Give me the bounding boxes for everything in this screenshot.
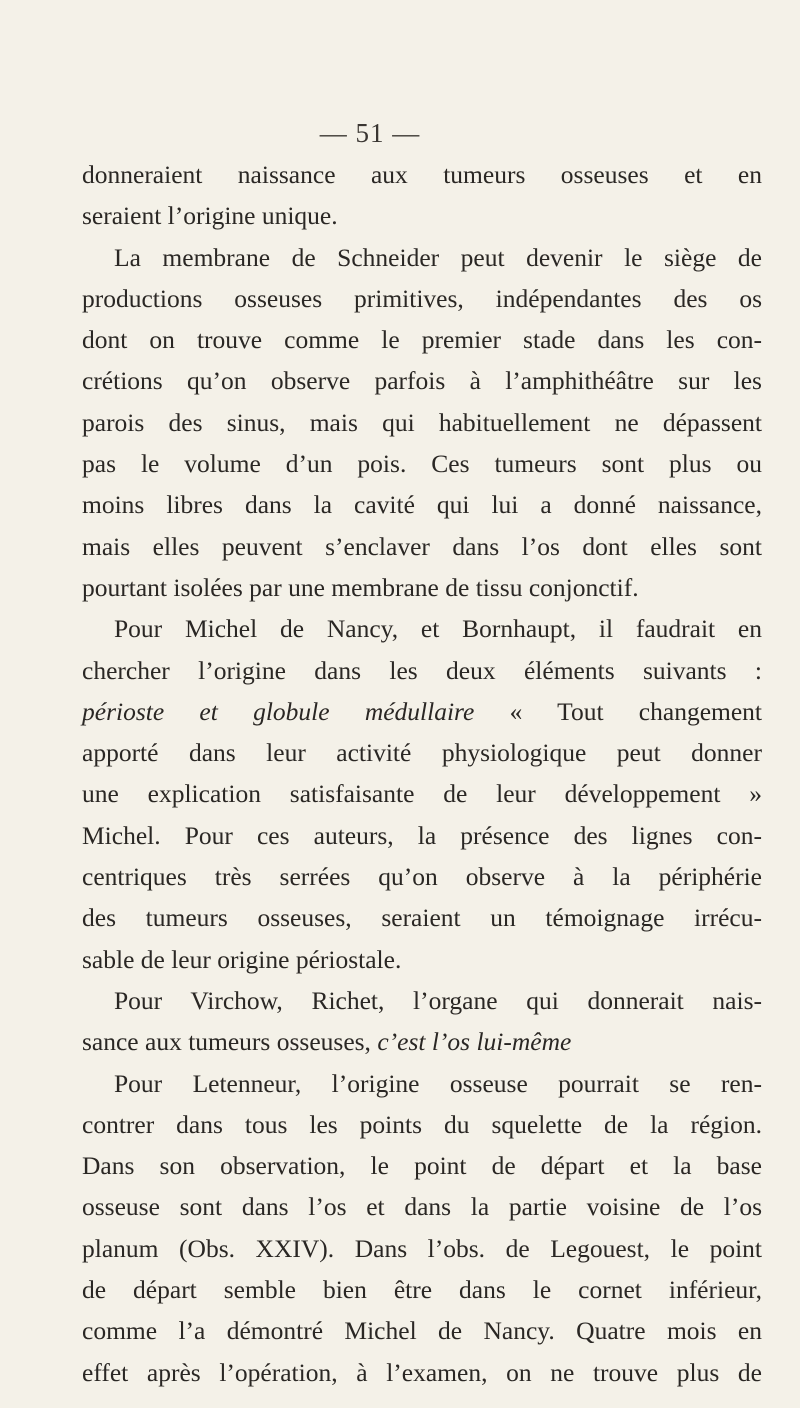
text-line: Pour Michel de Nancy, et Bornhaupt, il faudrait en <box>114 614 762 644</box>
text-line: apporté dans leur activité physiologique peut donner <box>82 738 762 768</box>
text-line: La membrane de Schneider peut devenir le siège de <box>114 242 762 272</box>
text-line: parois des sinus, mais qui habituellement ne dépassent <box>82 407 762 437</box>
text-line: de départ semble bien être dans le cornet inférieur, <box>82 1275 762 1305</box>
text-line: crétions qu’on observe parfois à l’amphithéâtre sur les <box>82 366 762 396</box>
italic-phrase: périoste et globule médullaire <box>82 696 475 726</box>
page-number: — 51 — <box>319 118 421 148</box>
text-line: Dans son observation, le point de départ et la base <box>82 1151 762 1181</box>
text-line: une explication satisfaisante de leur développement » <box>82 779 762 809</box>
text-line: osseuse sont dans l’os et dans la partie voisine de l’os <box>82 1192 762 1222</box>
text-line: centriques très serrées qu’on observe à la périphérie <box>82 862 762 892</box>
text-line: moins libres dans la cavité qui lui a donné naissance, <box>82 490 762 520</box>
text-line: Michel. Pour ces auteurs, la présence des lignes con- <box>82 820 762 850</box>
text-line: pas le volume d’un pois. Ces tumeurs sont plus ou <box>82 449 762 479</box>
text-line: planum (Obs. XXIV). Dans l’obs. de Legouest, le point <box>82 1233 762 1263</box>
text-line: productions osseuses primitives, indépendantes des os <box>82 283 762 313</box>
text-line: chercher l’origine dans les deux éléments suivants : <box>82 655 762 685</box>
text-line: seraient l’origine unique. <box>82 201 338 231</box>
text-line: dont on trouve comme le premier stade dans les con- <box>82 325 762 355</box>
text-line: périoste et globule médullaire « Tout changement <box>82 696 762 726</box>
text-line: Pour Letenneur, l’origine osseuse pourrait se ren- <box>114 1068 762 1098</box>
italic-phrase: c’est l’os lui-même <box>377 1027 572 1057</box>
text-line: comme l’a démontré Michel de Nancy. Quatre mois en <box>82 1316 762 1346</box>
text-line: sable de leur origine périostale. <box>82 944 402 974</box>
text-line: contrer dans tous les points du squelette de la région. <box>82 1109 762 1139</box>
text-line: pourtant isolées par une membrane de tissu conjonctif. <box>82 572 639 602</box>
text-line: sance aux tumeurs osseuses, c’est l’os lui-même <box>82 1027 572 1057</box>
body-text <box>82 154 762 1393</box>
text-line: mais elles peuvent s’enclaver dans l’os dont elles sont <box>82 531 762 561</box>
text-line: effet après l’opération, à l’examen, on ne trouve plus de <box>82 1357 762 1387</box>
text-line: Pour Virchow, Richet, l’organe qui donnerait nais- <box>114 985 762 1015</box>
text-line: des tumeurs osseuses, seraient un témoignage irrécu- <box>82 903 762 933</box>
text-line: donneraient naissance aux tumeurs osseuses et en <box>82 160 762 189</box>
